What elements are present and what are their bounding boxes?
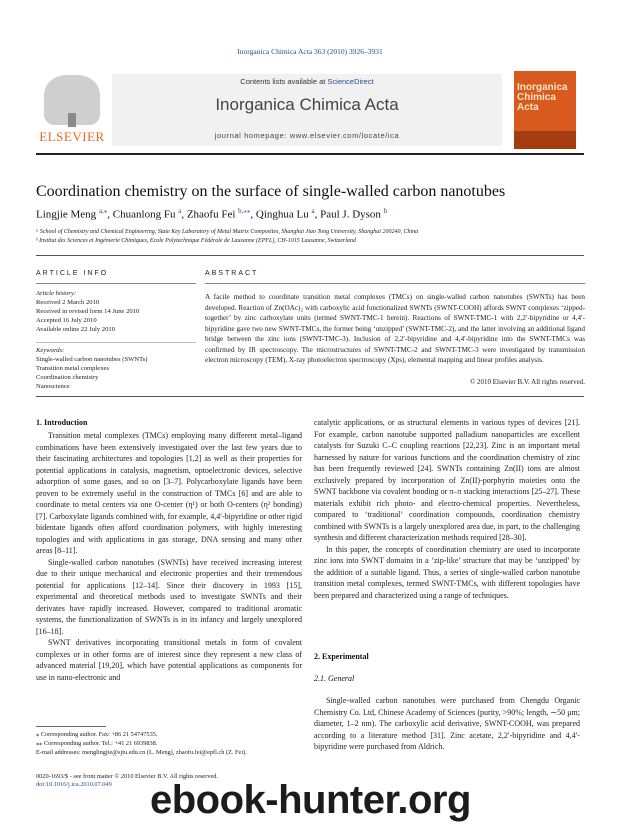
author-1-marks[interactable]: a,⁎ [98, 207, 108, 215]
author-3: Zhaofu Fei [186, 208, 236, 221]
history-item: Received in revised form 14 June 2010 [36, 308, 140, 315]
author-2-marks[interactable]: a [178, 207, 182, 215]
left-column [36, 430, 302, 683]
contents-prefix: Contents lists available at [240, 77, 328, 86]
keywords-label: Keywords: [36, 347, 65, 354]
journal-cover-image [514, 71, 576, 149]
article-info-heading: ARTICLE INFO [36, 270, 109, 277]
author-5: Paul J. Dyson [320, 208, 381, 221]
doi-link[interactable]: doi:10.1016/j.ica.2010.07.049 [36, 781, 112, 788]
right-paragraph-2: In this paper, the concepts of coordination chemistry are used to incorporate zinc ions into SWNT domains in a ‘zip-like’ structure that may be ‘unzipped’ by the addition of a suitable ligand. Thus, a series of single-walled carbon nanotube transition metal complexes, termed SWNT-TMCs, with different topologies have been prepared and characterized using a range of techniques. [314, 544, 580, 600]
abstract-copyright: © 2010 Elsevier B.V. All rights reserved. [469, 378, 585, 386]
history-item: Accepted 16 July 2010 [36, 317, 97, 324]
journal-citation-link[interactable]: Inorganica Chimica Acta 363 (2010) 3926–3931 [237, 47, 383, 56]
keyword-item: Coordination chemistry [36, 374, 99, 381]
history-item: Available online 22 July 2010 [36, 326, 115, 333]
footnote-rule [36, 726, 106, 727]
journal-homepage[interactable]: journal homepage: www.elsevier.com/locate/ica [214, 131, 400, 140]
intro-paragraph-1: Transition metal complexes (TMCs) employing many different metal–ligand combinations have been extensively investigated over the last few years due to their fascinating architectures and topologies [1,2] as well as their properties for potential applications in catalysis, magnetism, optoelectronic devices, selective adsorption of some gases, and so on [3–7]. Polycarboxylate ligands have been proven to be extremely useful in the construction of TMCs [6] and are able to coordinate to metal centers via one O-center (η¹) or both O-centers (η² bonding) [7]. Carboxylate ligands combined with, for example, 4,4′-bipyridine or other rigid bidentate ligands often afford coordination polymers, with highly interesting topologies and with applications in gas storage, DNA sensing and many other areas [8–11]. [36, 431, 302, 555]
cover-title: Inorganica Chimica Acta [517, 82, 568, 113]
sciencedirect-link[interactable]: ScienceDirect [327, 77, 374, 86]
intro-paragraph-2: Single-walled carbon nanotubes (SWNTs) have received increasing interest due to their unique mechanical and electronic properties and their tremendous potential for applications [12–14]. Since their discovery in 1993 [15], experimental and theoretical methods used to investigate SWNTs and their derivates have rapidly increased. However, compared to traditional aromatic systems, the functionalization of SWNTs is in its infancy and largely unexplored [16–18]. [36, 557, 302, 636]
author-5-marks[interactable]: b [383, 207, 388, 215]
article-history [36, 289, 196, 334]
info-divider [36, 255, 584, 256]
journal-title: Inorganica Chimica Acta [215, 95, 399, 114]
abstract-text: A facile method to coordinate transition metal complexes (TMCs) on single-walled carbon nanotubes (SWNTs) has been developed. Reaction of Zn(OAc)₂ with carboxylic acid functionalized SWNTs (SWNT-COOH) affords SWNT complexes ‘zipped-together’ by zinc carboxylate units (termed SWNT-TMC-1 herein). Reactions of SWNT-TMC-1 with 2,2′-bipyridine or 4,4′-bipyridine gave two new SWNT-TMCs, the former being ‘unzipped’ (SWNT-TMC-2), and the latter involving an additional ligand bridge between the zinc ions (SWNT-TMC-3). Inclusion of 2,2′-bipyridine and 4,4′-bipyridine into the SWNT-TMCs was confirmed by IR spectroscopy. The microstructures of SWNT-TMC-2 and SWNT-TMC-3 were investigated by transmission electron microscopy (TEM), X-ray photoelectron spectroscopy (Xps), elemental mapping and linear profiles analysis. [205, 293, 585, 364]
author-2: Chuanlong Fu [112, 208, 176, 221]
history-label: Article history: [36, 290, 77, 297]
author-3-marks[interactable]: b,⁎⁎ [238, 207, 251, 215]
article-title: Coordination chemistry on the surface of single-walled carbon nanotubes [36, 183, 506, 200]
elsevier-logo [36, 73, 108, 147]
footnote-1: ⁎ Corresponding author. Fax: +86 21 54747535. [36, 731, 158, 738]
intro-paragraph-3: SWNT derivatives incorporating transitional metals in form of covalent complexes or in other forms are of interest since they represent a new class of advanced material [19,20], which have potential applications as components for use in nano-electronic and [36, 638, 302, 682]
abstract-rule [205, 283, 585, 284]
issn-text: 0020-1693/$ - see front matter © 2010 Elsevier B.V. All rights reserved. [36, 773, 218, 780]
author-list: Lingjie Meng $^{a,⁎}$, Chuanlong Fu $^a$, Zhaofu Fei $^{b,⁎⁎}$, Qinghua Lu $^a$, Paul J. Dyson $^b$ [36, 207, 388, 221]
author-1: Lingjie Meng [36, 208, 97, 221]
keyword-item: Single-walled carbon nanotubes (SWNTs) [36, 356, 148, 363]
affiliation-b: ᵇ Institut des Sciences et Ingénierie Chimiques, Ecole Polytechnique Fédérale de Lausanne (EPFL), CH-1015 Lausanne, Switzerland [36, 238, 356, 244]
affiliation-a: ᵃ School of Chemistry and Chemical Engineering, State Key Laboratory of Metal Matrix Composites, Shanghai Jiao Tong University, Shanghai 200240, China [36, 229, 419, 235]
history-item: Received 2 March 2010 [36, 299, 100, 306]
abstract-heading: ABSTRACT [205, 270, 259, 277]
keywords-block [36, 346, 196, 391]
watermark-text: ebook-hunter.org [150, 778, 471, 822]
general-paragraph: Single-walled carbon nanotubes were purchased from Chengdu Organic Chemistry Co. Ltd, Chinese Academy of Sciences (purity, >90%; length, ∼50 μm; diameter, 1–2 nm). The carboxylic acid derivative, SWNT-COOH, was prepared according to a literature method [31]. Zinc acetate, 2,2′-bipyridine and 4,4′-bipyridine were purchased from Aldrich. [314, 696, 580, 751]
footnote-emails[interactable]: E-mail addresses: menglingjie@sjtu.edu.cn (L. Meng), zhaofu.fei@epfl.ch (Z. Fei). [36, 749, 247, 756]
cover-band [514, 131, 576, 149]
contents-line [112, 77, 502, 86]
article-info-rule [36, 283, 196, 284]
general-text [314, 695, 580, 753]
publisher-logo-text: ELSEVIER [39, 129, 105, 144]
keywords-rule [36, 342, 196, 343]
general-heading: 2.1. General [314, 674, 355, 683]
author-4: Qinghua Lu [255, 208, 309, 221]
tree-trunk [68, 113, 76, 127]
experimental-heading: 2. Experimental [314, 652, 369, 661]
intro-heading: 1. Introduction [36, 418, 88, 427]
keyword-item: Transition metal complexes [36, 365, 110, 372]
body-divider [36, 396, 584, 397]
author-4-marks[interactable]: a [311, 207, 315, 215]
footnote-2: ⁎⁎ Corresponding author. Tel.: +41 21 6939838. [36, 740, 158, 747]
header-divider [36, 153, 584, 155]
keyword-item: Nanoscience [36, 383, 70, 390]
right-paragraph-1: catalytic applications, or as structural elements in various types of devices [21]. For example, carbon nanotube supported palladium nanoparticles are excellent catalysts for Suzuki C–C coupling reactions [22,23]. Zinc is an important metal harnessed by nature for various functions and the coordination chemistry of zinc has been frequently reviewed [24]. SWNTs containing Zn(II) ions are almost exclusively prepared by incorporation of Zn(II)-porphyrin moieties onto the SWNT backbone via covalent bonding or π–π stacking interactions [25–27]. These materials exhibit rich photo- and electro-chemical properties. Nevertheless, compared to ‘traditional’ coordination compounds, coordination chemistry combined with SWNTs is a largely unexplored area due, in part, to the challenging synthesis and different characterization methods required [28–30]. [314, 418, 580, 542]
right-column [314, 417, 580, 601]
